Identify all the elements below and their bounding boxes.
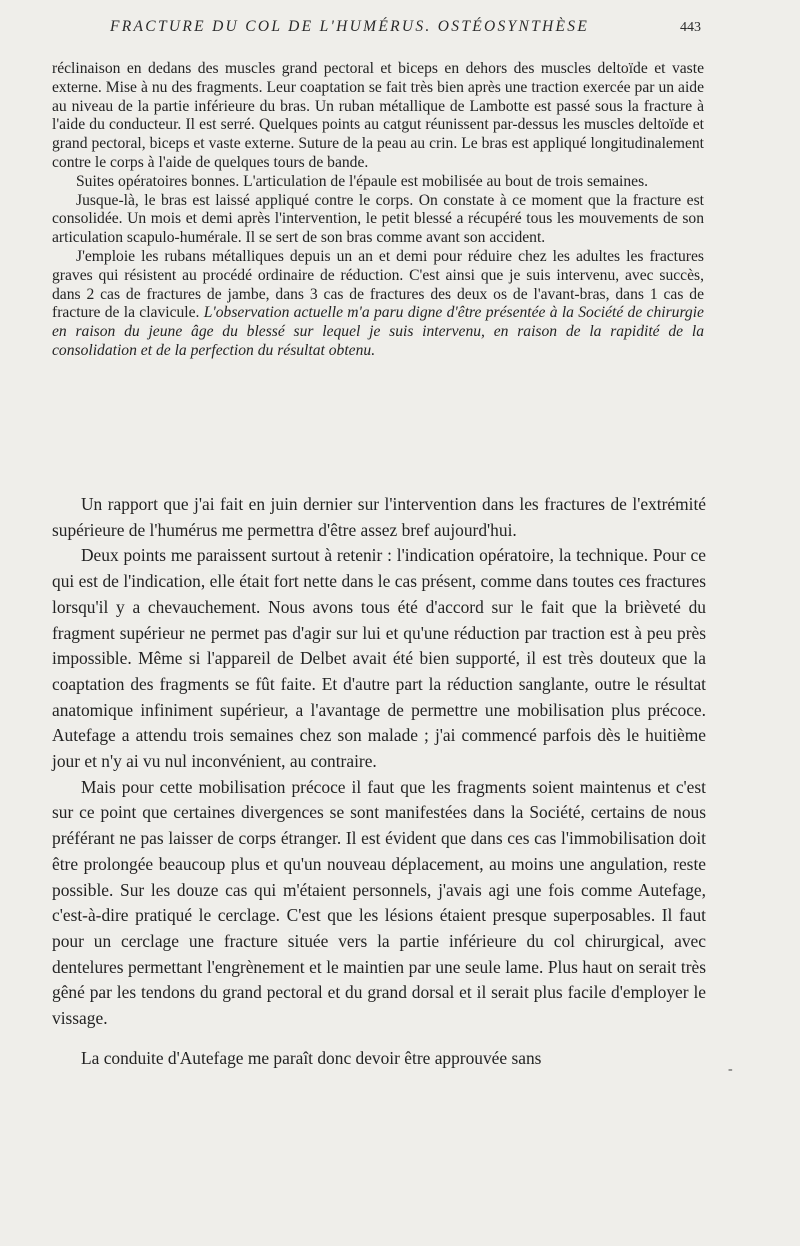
running-title: FRACTURE DU COL DE L'HUMÉRUS. OSTÉOSYNTHÈSE bbox=[110, 18, 590, 35]
paragraph: Suites opératoires bonnes. L'articulation de l'épaule est mobilisée au bout de trois semaines. bbox=[76, 172, 649, 190]
paragraph: Un rapport que j'ai fait en juin dernier sur l'intervention dans les fractures de l'extrémité supérieure de l'humérus me permettra d'être assez bref aujourd'hui. bbox=[52, 494, 706, 540]
paragraph-italic-text: L'observation actuelle m'a paru digne d'être présentée à la Société de chirurgie en raison du jeune âge du blessé sur lequel je suis intervenu, en raison de la rapidité de la consolidation et de la perfection du résultat obtenu. bbox=[52, 304, 704, 359]
commentary-text-block bbox=[52, 492, 706, 1071]
paragraph bbox=[52, 248, 704, 361]
paragraph: La conduite d'Autefage me paraît donc devoir être approuvée sans bbox=[81, 1047, 542, 1068]
paragraph: Deux points me paraissent surtout à retenir : l'indication opératoire, la technique. Pour ce qui est de l'indication, elle était fort nette dans le cas présent, comme dans toutes ces fractures lorsqu'il y a chevauchement. Nous avons tous été d'accord sur le fait que la brièveté du fragment supérieur ne permet pas d'agir sur lui et qu'une réduction par traction est à peu près impossible. Même si l'appareil de Delbet avait été bien supporté, il est très douteux que la coaptation des fragments se fût faite. Et d'autre part la réduction sanglante, outre le résultat anatomique infiniment supérieur, a l'avantage de permettre une mobilisation plus précoce. Autefage a attendu trois semaines chez son malade ; j'ai commencé parfois dès le huitième jour et n'y ai vu nul inconvénient, au contraire. bbox=[52, 545, 706, 772]
paragraph: Jusque-là, le bras est laissé appliqué contre le corps. On constate à ce moment que la fracture est consolidée. Un mois et demi après l'intervention, le petit blessé a récupéré tous les mouvements de son articulation scapulo-humérale. Il se sert de son bras comme avant son accident. bbox=[52, 191, 704, 247]
observation-text-block bbox=[52, 60, 704, 361]
margin-mark: - bbox=[728, 1062, 733, 1077]
paragraph: réclinaison en dedans des muscles grand pectoral et biceps en dehors des muscles deltoïde et vaste externe. Mise à nu des fragments. Leur coaptation se fait très bien après une traction exercée par un aide au niveau de la partie inférieure du bras. Un ruban métallique de Lambotte est passé sous la fracture à l'aide du conducteur. Il est serré. Quelques points au catgut réunissent par-dessus les muscles deltoïde et grand pectoral, biceps et vaste externe. Suture de la peau au crin. Le bras est appliqué longitudinalement contre le corps à l'aide de quelques tours de bande. bbox=[52, 60, 704, 171]
paragraph: Mais pour cette mobilisation précoce il faut que les fragments soient maintenus et c'est sur ce point que certaines divergences se sont manifestées dans la Société, certains de nous préférant ne pas laisser de corps étranger. Il est évident que dans ces cas l'immobilisation doit être prolongée beaucoup plus et qu'un nouveau déplacement, au moins une angulation, reste possible. Sur les douze cas qui m'étaient personnels, j'avais agi une fois comme Autefage, c'est-à-dire pratiqué le cerclage. C'est que les lésions étaient presque superposables. Il faut pour un cerclage une fracture située vers la partie inférieure du col chirurgical, avec dentelures permettant l'engrènement et le maintien par une seule lame. Plus haut on serait très gêné par les tendons du grand pectoral et du grand dorsal et il serait plus facile d'employer le vissage. bbox=[52, 776, 706, 1029]
paragraph-roman-text: J'emploie les rubans métalliques depuis un an et demi pour réduire chez les adultes les fractures graves qui résistent au procédé ordinaire de réduction. C'est ainsi que je suis intervenu, avec succès, dans 2 cas de fractures de jambe, dans 3 cas de fractures des deux os de l'avant-bras, dans 1 cas de fracture de la clavicule. bbox=[52, 247, 704, 322]
page-number: 443 bbox=[680, 20, 701, 35]
